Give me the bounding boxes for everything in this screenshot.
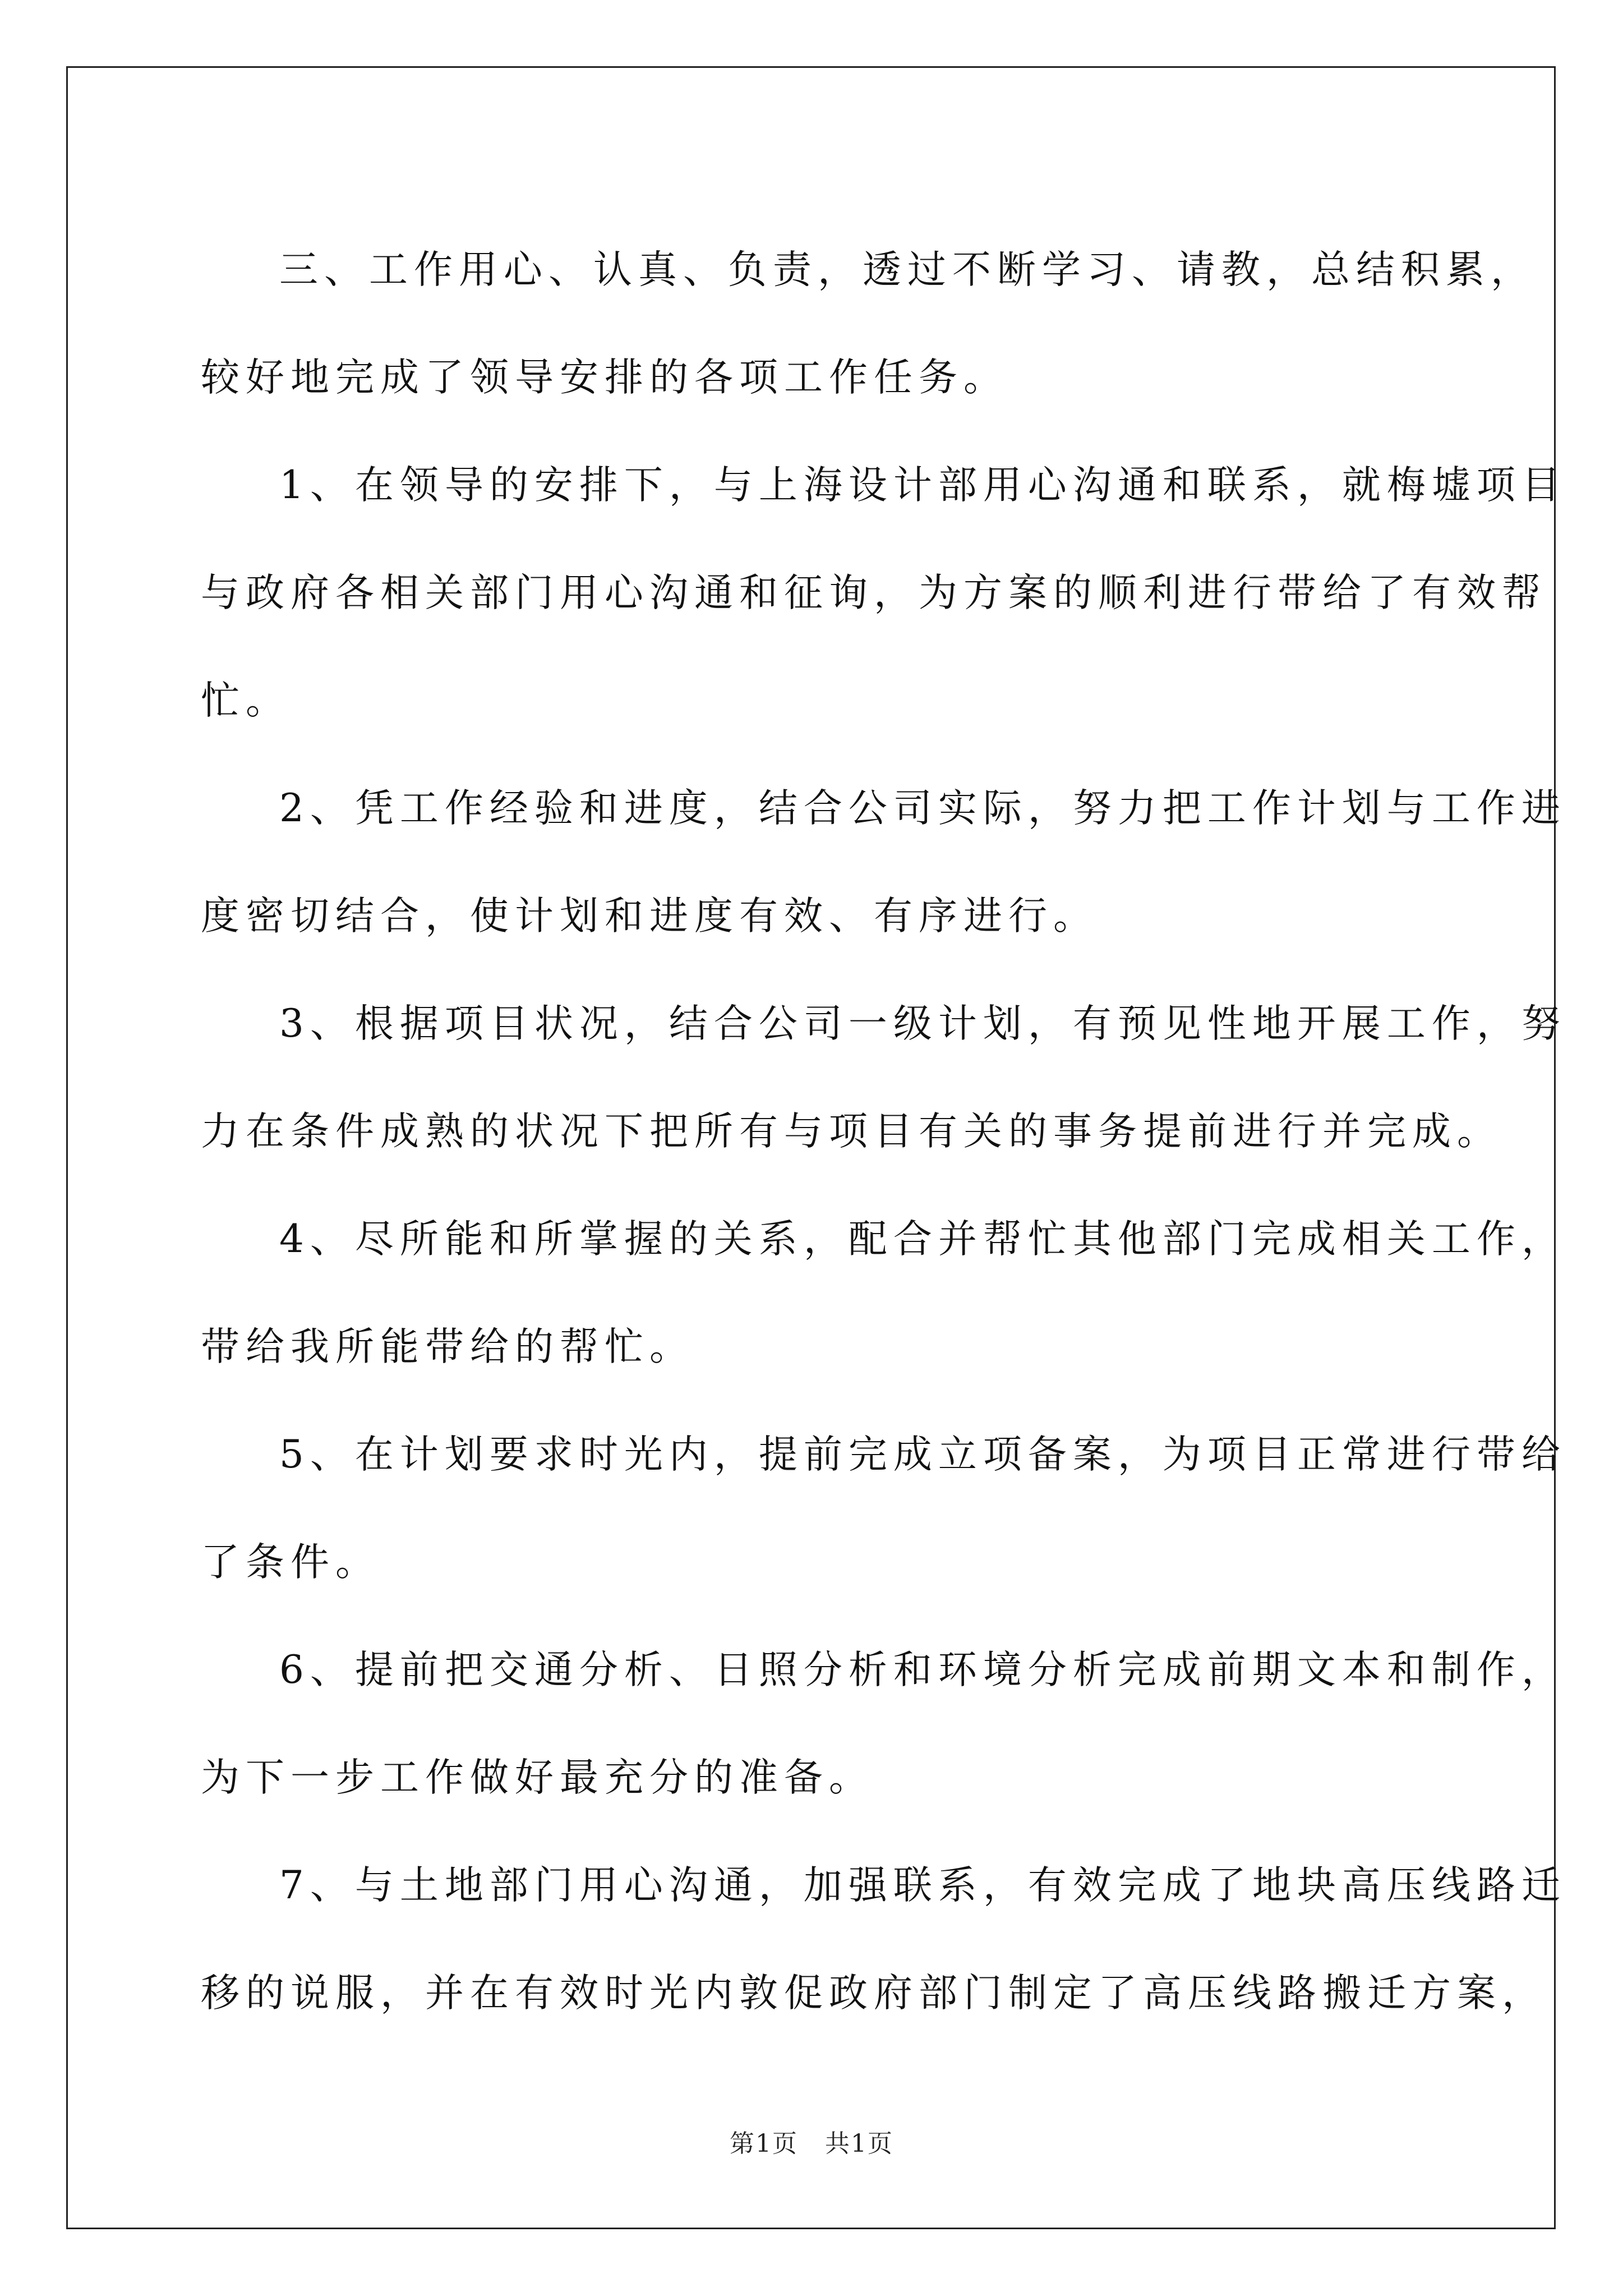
paragraph — [201, 1832, 1566, 2047]
text-line: 与政府各相关部门用心沟通和征询，为方案的顺利进行带给了有效帮 — [201, 570, 1547, 615]
text-line: 较好地完成了领导安排的各项工作任务。 — [201, 355, 1008, 400]
text-line: 三、工作用心、认真、负责，透过不断学习、请教，总结积累， — [279, 247, 1536, 292]
paragraph — [201, 216, 1536, 431]
text-line: 度密切结合，使计划和进度有效、有序进行。 — [201, 894, 1098, 938]
paragraph — [201, 1185, 1566, 1401]
paragraph — [201, 970, 1566, 1185]
text-line: 忙。 — [201, 678, 291, 723]
text-line: 7、与土地部门用心沟通，加强联系，有效完成了地块高压线路迁 — [279, 1863, 1566, 1908]
text-line: 移的说服，并在有效时光内敦促政府部门制定了高压线路搬迁方案， — [201, 1971, 1547, 2016]
text-line: 2、凭工作经验和进度，结合公司实际，努力把工作计划与工作进 — [279, 786, 1566, 831]
text-line: 3、根据项目状况，结合公司一级计划，有预见性地开展工作，努 — [279, 1001, 1566, 1046]
text-line: 力在条件成熟的状况下把所有与项目有关的事务提前进行并完成。 — [201, 1109, 1502, 1154]
text-line: 了条件。 — [201, 1540, 380, 1585]
paragraph — [201, 431, 1566, 754]
page-number: 第1页 — [730, 2129, 798, 2158]
paragraph — [201, 1616, 1566, 1832]
text-line: 6、提前把交通分析、日照分析和环境分析完成前期文本和制作， — [279, 1648, 1566, 1692]
text-line: 5、在计划要求时光内，提前完成立项备案，为项目正常进行带给 — [279, 1432, 1566, 1477]
paragraph — [201, 754, 1566, 970]
document-body — [201, 216, 1566, 2047]
text-line: 为下一步工作做好最充分的准备。 — [201, 1755, 874, 1800]
text-line: 带给我所能带给的帮忙。 — [201, 1324, 694, 1369]
text-line: 4、尽所能和所掌握的关系，配合并帮忙其他部门完成相关工作， — [279, 1217, 1566, 1262]
text-line: 1、在领导的安排下，与上海设计部用心沟通和联系，就梅墟项目 — [279, 463, 1566, 508]
page-footer — [0, 2127, 1623, 2161]
paragraph — [201, 1401, 1566, 1616]
page-total: 共1页 — [825, 2129, 893, 2158]
